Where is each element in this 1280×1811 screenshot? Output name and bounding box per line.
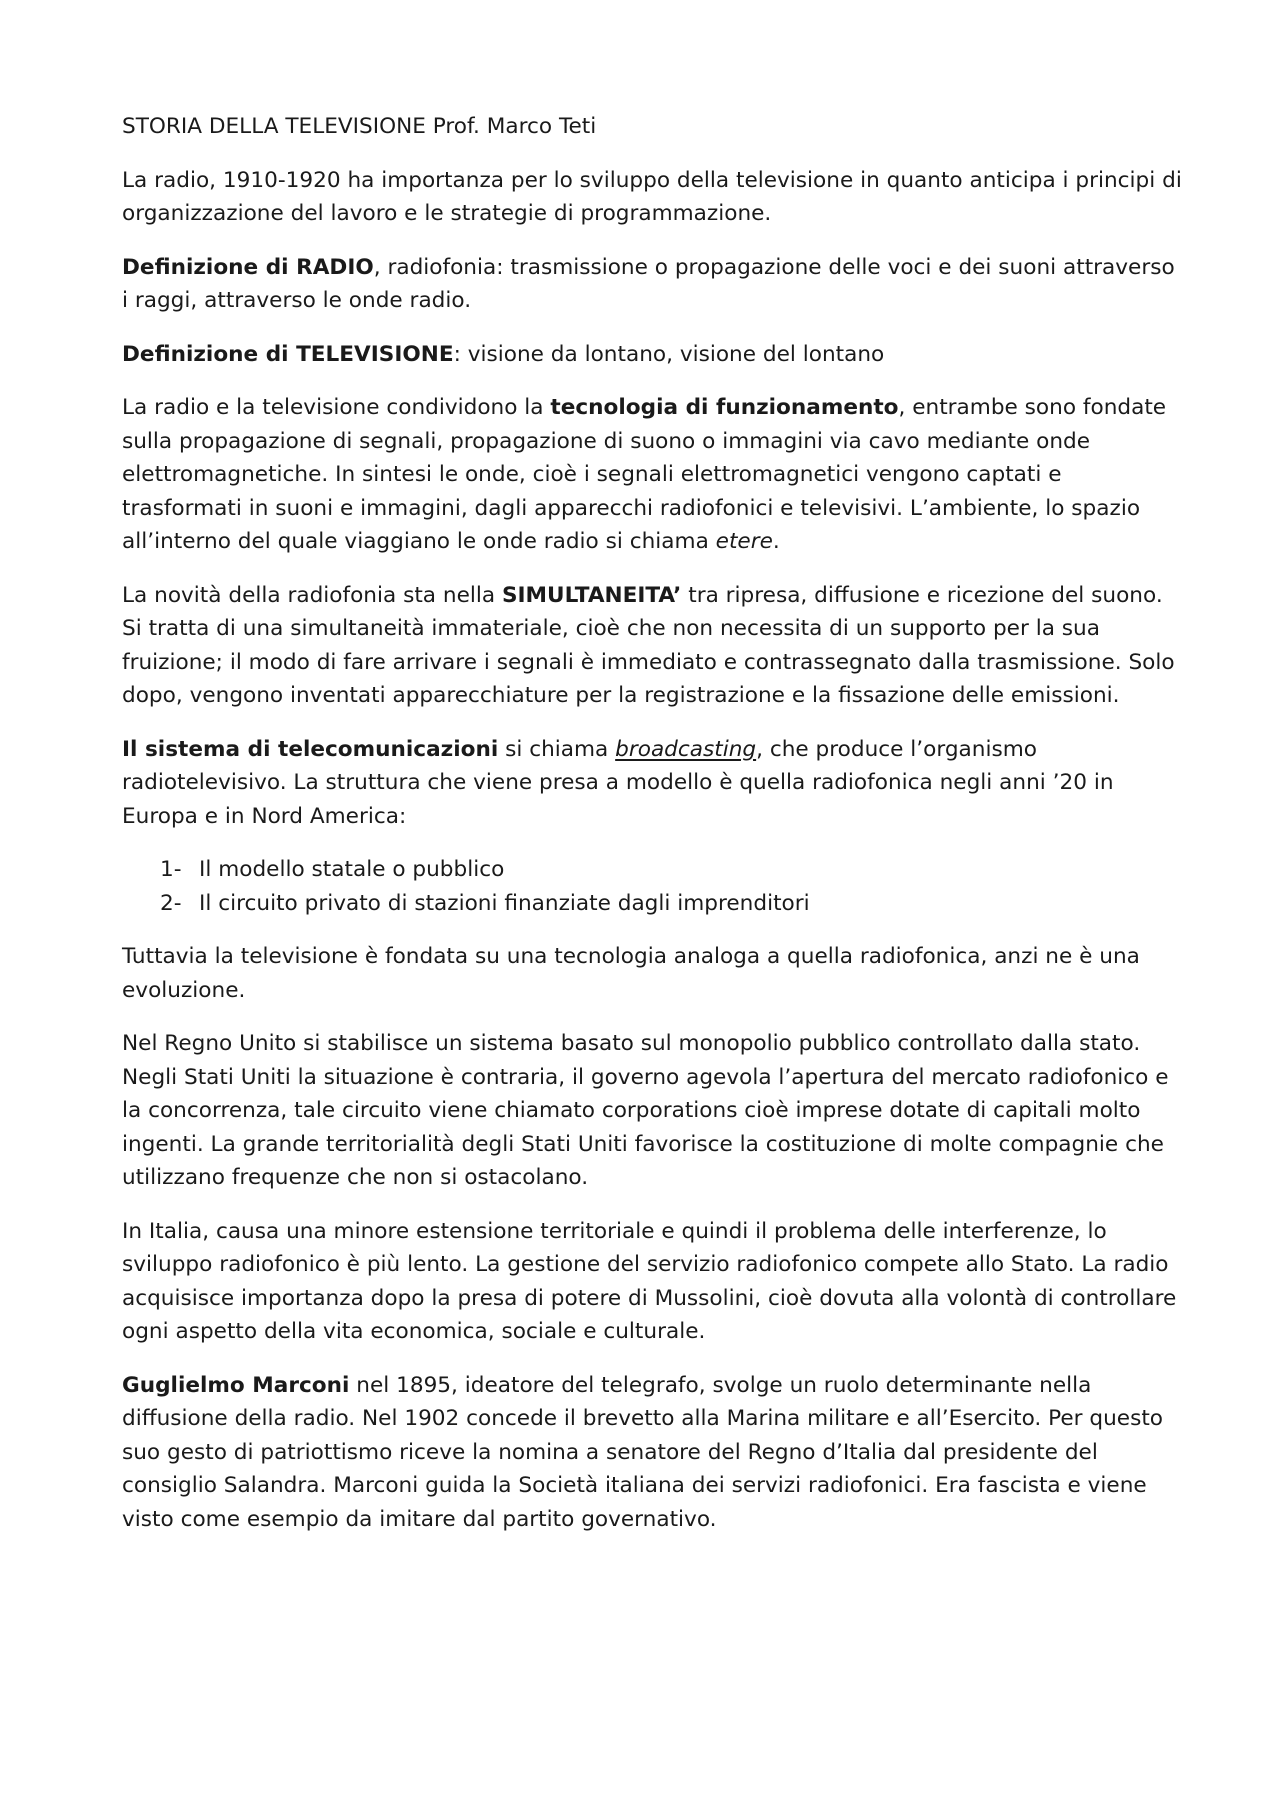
paragraph-radio-intro: La radio, 1910-1920 ha importanza per lo sviluppo della televisione in quanto anticipa i principi di organizzazione del lavoro e le strategie di programmazione. (122, 167, 1182, 226)
list-item-text: Il modello statale o pubblico (199, 857, 505, 882)
paragraph-definition-radio (122, 251, 1182, 318)
list-item (160, 887, 1182, 921)
document-title: STORIA DELLA TELEVISIONE Prof. Marco Teti (122, 114, 597, 139)
document-page (122, 110, 1182, 1556)
technology-text-pre: La radio e la televisione condividono la (122, 395, 551, 420)
paragraph-simultaneity (122, 579, 1182, 713)
list-item-text: Il circuito privato di stazioni finanziate dagli imprenditori (199, 890, 810, 916)
term-radio: Definizione di RADIO (122, 254, 374, 280)
paragraph-definition-television (122, 338, 1182, 372)
list-item-number: 1- (160, 857, 182, 882)
term-marconi: Guglielmo Marconi (122, 1372, 350, 1398)
paragraph-uk-usa: Nel Regno Unito si stabilisce un sistema basato sul monopolio pubblico controllato dalla stato. Negli Stati Uniti la situazione è contraria, il governo agevola l’apertura del mercato radiofonico e la concorrenza, tale circuito viene chiamato corporations cioè imprese dotate di capitali molto ingenti. La grande territorialità degli Stati Uniti favorisce la costituzione di molte compagnie che utilizzano frequenze che non si ostacolano. (122, 1031, 1169, 1190)
list-item (160, 853, 1182, 887)
models-list (122, 853, 1182, 920)
term-etere: etere (715, 529, 773, 554)
term-simultaneity: SIMULTANEITA’ (501, 582, 682, 608)
simultaneity-text-pre: La novità della radiofonia sta nella (122, 582, 502, 608)
paragraph-italy: In Italia, causa una minore estensione territoriale e quindi il problema delle interferenze, lo sviluppo radiofonico è più lento. La gestione del servizio radiofonico compete allo Stato. La radio acquisisce importanza dopo la presa di potere di Mussolini, cioè dovuta alla volontà di controllare ogni aspetto della vita economica, sociale e culturale. (122, 1218, 1177, 1344)
definition-radio-text: , radiofonia: trasmissione o propagazione delle voci e dei suoni attraverso i raggi, attraverso le onde radio. (122, 254, 1175, 313)
simultaneity-text-post: tra ripresa, diffusione e ricezione del suono. Si tratta di una simultaneità immateriale, cioè che non necessita di un supporto per la sua fruizione; il modo di fare arrivare i segnali è immediato e contrassegnato dalla trasmissione. Solo dopo, vengono inventati apparecchiature per la registrazione e la fissazione delle emissioni. (122, 582, 1175, 708)
marconi-text: nel 1895, ideatore del telegrafo, svolge un ruolo determinante nella diffusione della radio. Nel 1902 concede il brevetto alla Marina militare e all’Esercito. Per questo suo gesto di patriottismo riceve la nomina a senatore del Regno d’Italia dal presidente del consiglio Salandra. Marconi guida la Società italiana dei servizi radiofonici. Era fascista e viene visto come esempio da imitare dal partito governativo. (122, 1372, 1164, 1532)
broadcasting-text-pre: si chiama (498, 736, 616, 762)
paragraph-evolution: Tuttavia la televisione è fondata su una tecnologia analoga a quella radiofonica, anzi ne è una evoluzione. (122, 944, 1140, 1003)
list-item-number: 2- (160, 890, 182, 916)
broadcasting-link[interactable]: broadcasting (615, 736, 757, 762)
definition-television-text: : visione da lontano, visione del lontano (453, 341, 885, 367)
paragraph-marconi (122, 1369, 1182, 1537)
term-telecommunications: Il sistema di telecomunicazioni (122, 736, 499, 762)
paragraph-broadcasting (122, 733, 1182, 834)
broadcasting-text-post: , che produce l’organismo radiotelevisivo. La struttura che viene presa a modello è quella radiofonica negli anni ’20 in Europa e in Nord America: (122, 736, 1114, 829)
paragraph-technology (122, 391, 1182, 559)
term-television: Definizione di TELEVISIONE (122, 341, 454, 367)
technology-text-mid: , entrambe sono fondate sulla propagazione di segnali, propagazione di suono o immagini via cavo mediante onde elettromagnetiche. In sintesi le onde, cioè i segnali elettromagnetici vengono captati e trasformati in suoni e immagini, dagli apparecchi radiofonici e televisivi. L’ambiente, lo spazio all’interno del quale viaggiano le onde radio si chiama (122, 395, 1167, 554)
term-technology: tecnologia di funzionamento (550, 395, 899, 420)
technology-text-post: . (772, 529, 780, 554)
